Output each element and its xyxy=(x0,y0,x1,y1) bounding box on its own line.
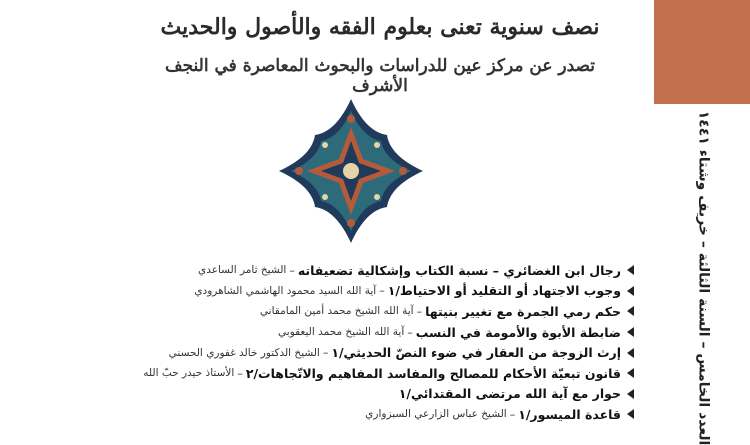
triangle-bullet-icon xyxy=(627,389,634,399)
list-item xyxy=(143,363,634,384)
list-item xyxy=(190,322,634,343)
article-title: قاعدة الميسور/١ xyxy=(518,406,621,422)
triangle-bullet-icon xyxy=(627,409,634,419)
list-item xyxy=(190,404,634,425)
separator: – xyxy=(416,304,423,318)
triangle-bullet-icon xyxy=(627,348,634,358)
article-title: وجوب الاجتهاد أو التقليد أو الاحتياط/١ xyxy=(387,283,621,299)
article-author: آية الله السيد محمود الهاشمي الشاهرودي xyxy=(194,284,377,297)
list-item xyxy=(190,301,634,322)
list-item xyxy=(168,342,634,363)
journal-tagline: نصف سنوية تعنى بعلوم الفقه والأصول والحديث xyxy=(160,14,600,40)
triangle-bullet-icon xyxy=(627,306,634,316)
list-item xyxy=(190,281,634,302)
triangle-bullet-icon xyxy=(627,368,634,378)
article-title: إرث الزوجة من العقار في ضوء النصّ الحديثي/١ xyxy=(331,345,621,361)
article-author: الشيخ عباس الزارعي السبزواري xyxy=(365,408,507,421)
article-title: حوار مع آية الله مرتضى المقتدائي/١ xyxy=(398,386,621,402)
article-author: آية الله الشيخ محمد أمين المامقاني xyxy=(259,305,414,318)
issue-info-text: العدد الخامس – السنة الثالثة – خريف وشتاء ١٤٤١ xyxy=(695,110,711,445)
table-of-contents xyxy=(143,260,634,425)
islamic-star-ornament-icon xyxy=(276,96,426,246)
separator: – xyxy=(289,263,295,277)
article-title: رجال ابن الغضائري – نسبة الكتاب وإشكالية تضعيفاته xyxy=(297,262,621,278)
article-author: الشيخ الدكتور خالد غفوري الحسني xyxy=(168,346,320,359)
separator: – xyxy=(237,366,243,380)
accent-color-block xyxy=(654,0,750,104)
separator: – xyxy=(509,407,516,421)
article-title: حكم رمي الجمرة مع تغيير بنيتها xyxy=(425,303,621,319)
separator: – xyxy=(407,325,413,339)
publisher-line: تصدر عن مركز عين للدراسات والبحوث المعاصرة في النجف الأشرف xyxy=(164,56,596,96)
triangle-bullet-icon xyxy=(627,327,634,337)
separator: – xyxy=(322,346,329,360)
issue-info xyxy=(667,110,739,445)
article-title: قانون تبعيّة الأحكام للمصالح والمفاسد المفاهيم والاتّجاهات/٢ xyxy=(245,365,621,381)
article-title: ضابطة الأبوة والأمومة في النسب xyxy=(415,324,621,340)
separator: – xyxy=(379,284,385,298)
list-item xyxy=(190,260,634,281)
article-author: الشيخ ثامر الساعدي xyxy=(197,264,287,277)
triangle-bullet-icon xyxy=(627,265,634,275)
triangle-bullet-icon xyxy=(627,286,634,296)
article-author: آية الله الشيخ محمد اليعقوبي xyxy=(278,326,405,339)
list-item xyxy=(190,384,634,405)
article-author: الأستاذ حيدر حبّ الله xyxy=(143,367,235,380)
